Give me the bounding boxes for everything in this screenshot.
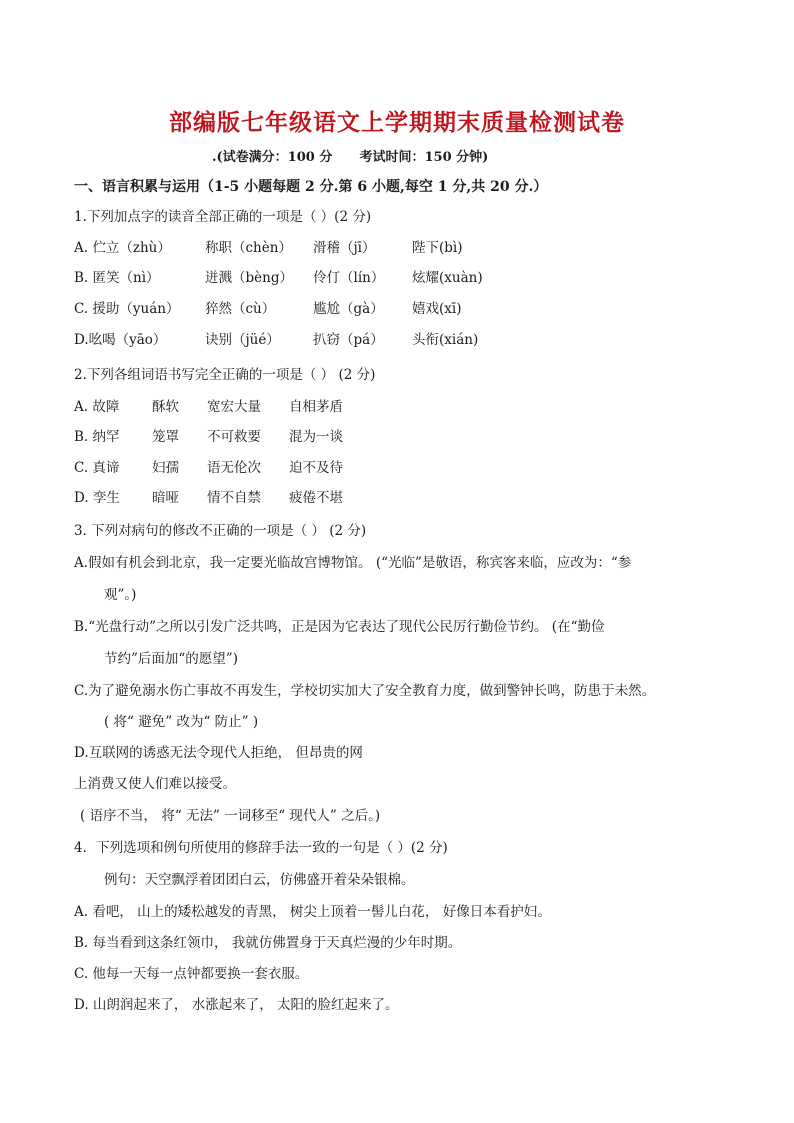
question-3-stem: 3. 下列对病句的修改不正确的一项是（ ） (2 分): [74, 523, 367, 539]
q2-a-2: 酥软: [152, 399, 179, 415]
q4-option-c: C. 他每一天每一点钟都要换一套衣服。: [74, 966, 309, 982]
q1-d-2: 诀别（jüé）: [205, 332, 280, 348]
q2-a-4: 自相茅盾: [289, 399, 343, 415]
question-1-stem: 1.下列加点字的读音全部正确的一项是（ ）(2 分): [74, 209, 372, 225]
page-title: 部编版七年级语文上学期期末质量检测试卷: [169, 110, 625, 136]
q3-option-a: A.假如有机会到北京，我一定要光临故宫博物馆。 (“光临”是敬语，称宾客来临，应改为：“参: [74, 555, 632, 571]
question-2-stem: 2.下列各组词语书写完全正确的一项是（ ） (2 分): [74, 367, 376, 383]
q1-b-1: B. 匿笑（nì）: [74, 270, 160, 286]
q3-option-c: C.为了避免溺水伤亡事故不再发生，学校切实加大了安全教育力度，做到警钟长鸣，防患于未然。: [74, 683, 656, 699]
q1-b-4: 炫耀(xuàn): [412, 270, 483, 286]
q2-c-3: 语无伦次: [207, 460, 261, 476]
q2-c-1: C. 真谛: [74, 460, 120, 476]
q1-b-2: 迸溅（bèng）: [205, 270, 293, 286]
q1-d-1: D.吆喝（yāo）: [74, 332, 167, 348]
q1-c-4: 嬉戏(xī): [412, 301, 462, 317]
q2-c-2: 妇孺: [152, 460, 179, 476]
q3-option-d-note: ( 语序不当， 将“ 无法” 一词移至“ 现代人” 之后。): [80, 808, 381, 824]
exam-meta: .(试卷满分：100 分 考试时间：150 分钟): [212, 150, 489, 165]
q2-b-1: B. 纳罕: [74, 429, 120, 445]
question-4-stem: 4．下列选项和例句所使用的修辞手法一致的一句是（ ）(2 分): [74, 840, 448, 856]
q1-a-2: 称职（chèn）: [205, 240, 292, 256]
q2-d-2: 暗哑: [152, 490, 179, 506]
q2-b-4: 混为一谈: [289, 429, 343, 445]
q3-option-b: B.“光盘行动”之所以引发广泛共鸣，正是因为它表达了现代公民厉行勤俭节约。 (在“勤俭: [74, 619, 605, 635]
q3-option-a-cont: 观”。): [104, 587, 137, 603]
q1-b-3: 伶仃（lín）: [313, 270, 385, 286]
q1-c-3: 尴尬（gà）: [313, 301, 384, 317]
q1-c-2: 猝然（cù）: [205, 301, 276, 317]
q1-d-4: 头衔(xián): [412, 332, 479, 348]
q2-c-4: 迫不及待: [289, 460, 343, 476]
q2-a-3: 宽宏大量: [207, 399, 261, 415]
q3-option-d: D.互联网的诱惑无法令现代人拒绝， 但昂贵的网: [74, 745, 363, 761]
section-heading: 一、语言积累与运用（1-5 小题每题 2 分.第 6 小题,每空 1 分,共 20 分.）: [74, 179, 548, 195]
q4-option-b: B. 每当看到这条红领巾， 我就仿佛置身于天真烂漫的少年时期。: [74, 935, 462, 951]
q1-d-3: 扒窃（pá）: [313, 332, 384, 348]
q1-a-4: 陛下(bì): [412, 240, 463, 256]
q2-d-3: 情不自禁: [207, 490, 261, 506]
q1-c-1: C. 援助（yuán）: [74, 301, 180, 317]
q2-a-1: A. 故障: [74, 399, 120, 415]
q4-option-d: D. 山朗润起来了， 水涨起来了， 太阳的脸红起来了。: [74, 997, 399, 1013]
q2-d-4: 疲倦不堪: [289, 490, 343, 506]
q4-option-a: A. 看吧， 山上的矮松越发的青黑， 树尖上顶着一髻儿白花， 好像日本看护妇。: [74, 904, 551, 920]
q3-option-b-cont: 节约”后面加“的愿望”): [104, 651, 238, 667]
q1-a-1: A. 伫立（zhù）: [74, 240, 171, 256]
q4-example: 例句：天空飘浮着团团白云，仿佛盛开着朵朵银棉。: [104, 872, 415, 888]
q1-a-3: 滑稽（jī）: [313, 240, 376, 256]
q2-b-2: 笼罩: [152, 429, 179, 445]
q3-option-c-cont: ( 将“ 避免” 改为“ 防止” ): [104, 714, 259, 730]
q2-d-1: D. 孪生: [74, 490, 120, 506]
q3-option-d-cont: 上消费又使人们难以接受。: [74, 776, 236, 792]
q2-b-3: 不可救要: [207, 429, 261, 445]
